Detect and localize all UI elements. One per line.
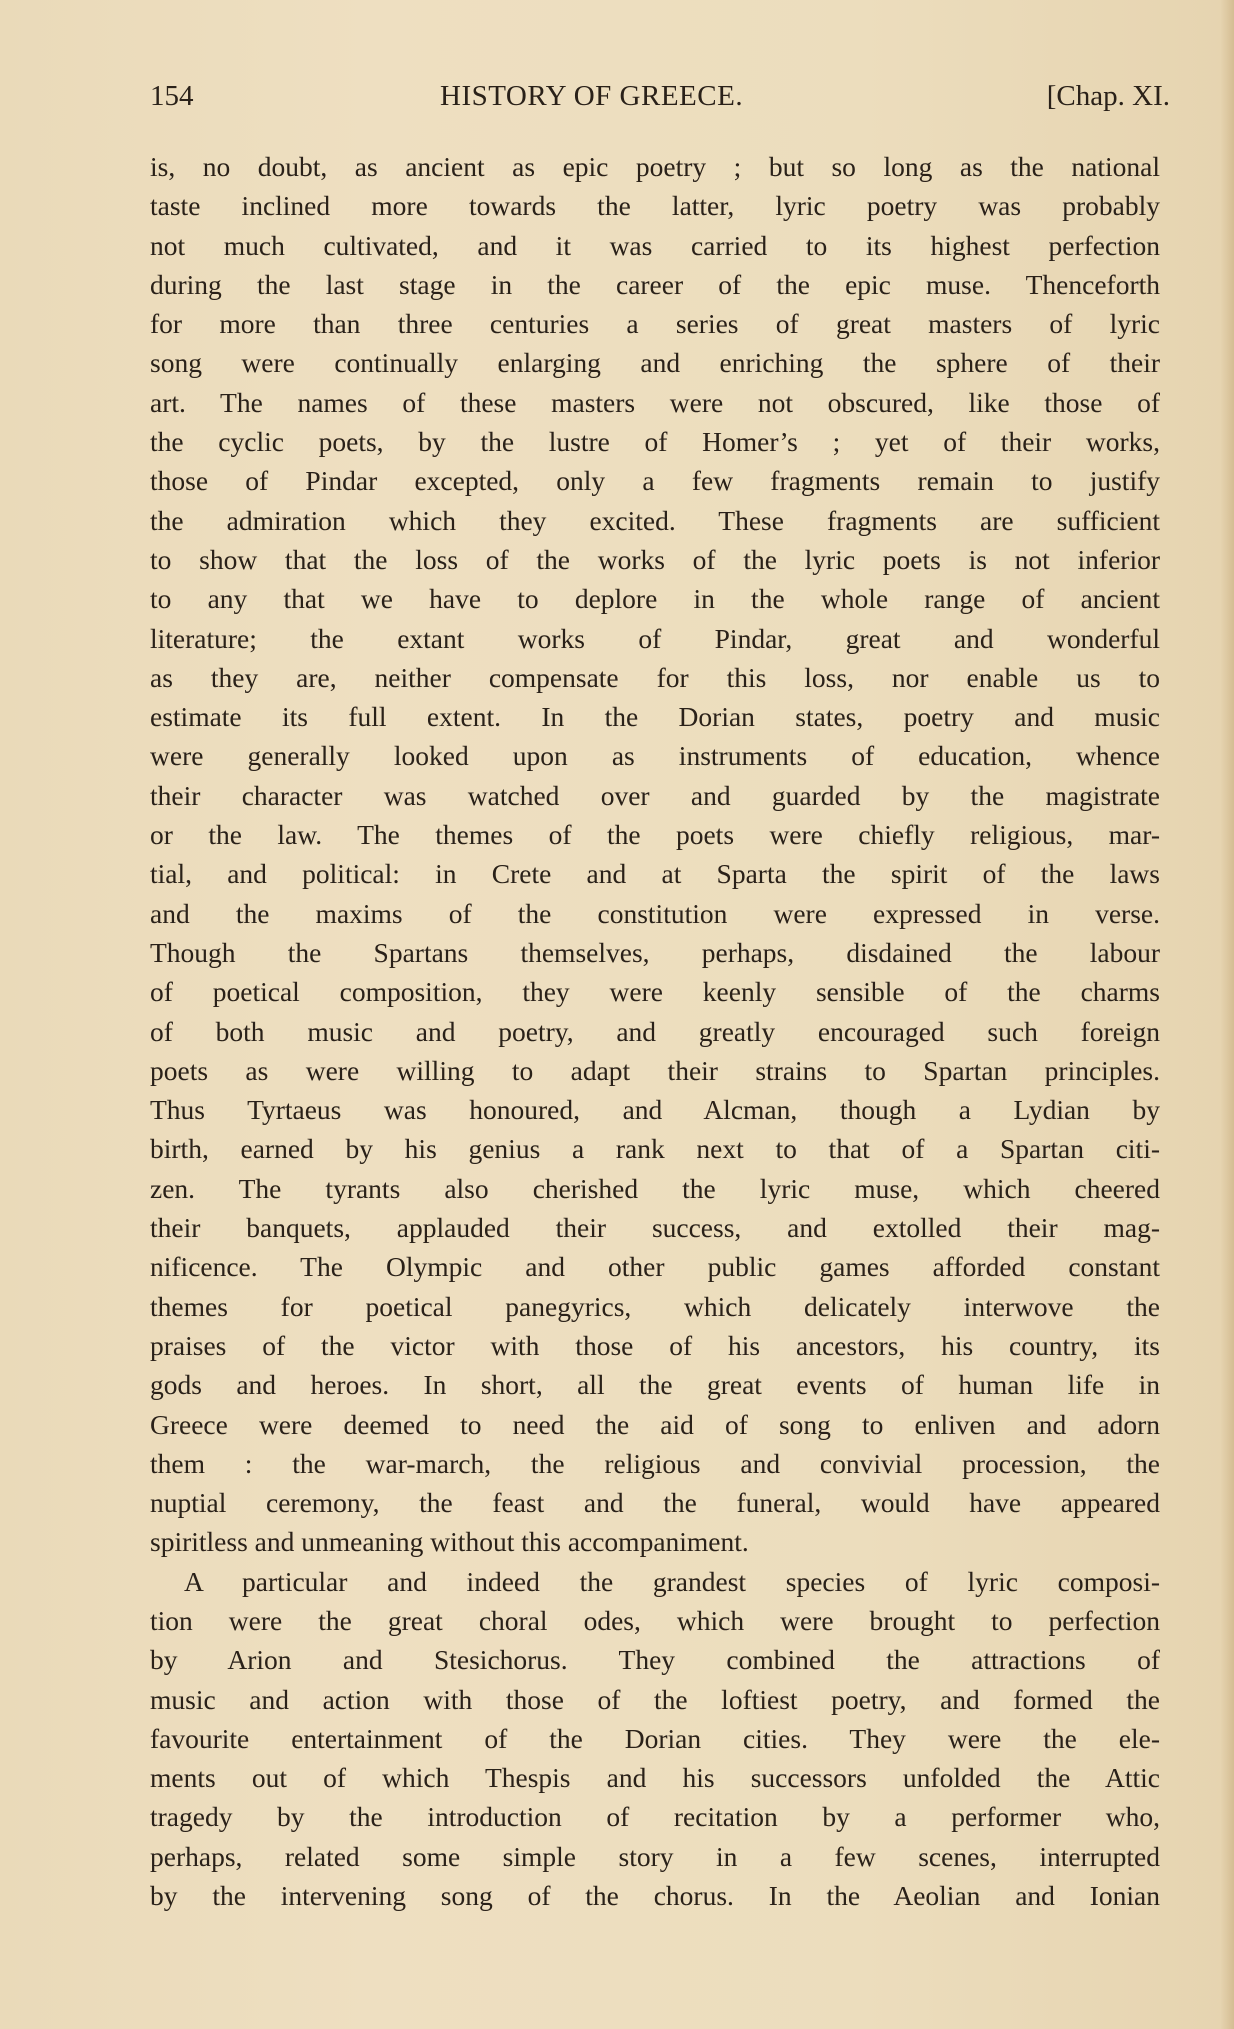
text-line: taste inclined more towards the latter, lyric poetry was probably bbox=[150, 190, 1160, 222]
text-line: zen. The tyrants also cherished the lyric muse, which cheered bbox=[150, 1172, 1160, 1204]
text-line: Greece were deemed to need the aid of song to enliven and adorn bbox=[150, 1408, 1160, 1440]
text-line: nuptial ceremony, the feast and the funeral, would have appeared bbox=[150, 1487, 1160, 1519]
text-line: tial, and political: in Crete and at Sparta the spirit of the laws bbox=[150, 858, 1160, 890]
text-line: themes for poetical panegyrics, which delicately interwove the bbox=[150, 1290, 1160, 1322]
text-line: praises of the victor with those of his ancestors, his country, its bbox=[150, 1329, 1160, 1361]
text-line: the admiration which they excited. These fragments are sufficient bbox=[150, 504, 1160, 536]
text-line: Thus Tyrtaeus was honoured, and Alcman, though a Lydian by bbox=[150, 1094, 1160, 1126]
text-line: those of Pindar excepted, only a few fragments remain to justify bbox=[150, 465, 1160, 497]
text-line: or the law. The themes of the poets were chiefly religious, mar- bbox=[150, 819, 1160, 851]
text-line: for more than three centuries a series of great masters of lyric bbox=[150, 308, 1160, 340]
text-line: birth, earned by his genius a rank next to that of a Spartan citi- bbox=[150, 1133, 1160, 1165]
text-line: them : the war-march, the religious and convivial procession, the bbox=[150, 1447, 1160, 1479]
page-number: 154 bbox=[150, 80, 194, 112]
text-line: by the intervening song of the chorus. In the Aeolian and Ionian bbox=[150, 1880, 1160, 1912]
text-line: tion were the great choral odes, which were brought to perfection bbox=[150, 1604, 1160, 1636]
text-line: and the maxims of the constitution were expressed in verse. bbox=[150, 897, 1160, 929]
text-line: music and action with those of the loftiest poetry, and formed the bbox=[150, 1683, 1160, 1715]
page-header bbox=[150, 80, 1170, 124]
text-line: not much cultivated, and it was carried to its highest perfection bbox=[150, 229, 1160, 261]
text-line: ments out of which Thespis and his successors unfolded the Attic bbox=[150, 1762, 1160, 1794]
body-text bbox=[150, 147, 1160, 1915]
text-line: of both music and poetry, and greatly encouraged such foreign bbox=[150, 1015, 1160, 1047]
text-line: spiritless and unmeaning without this accompaniment. bbox=[150, 1526, 749, 1558]
text-line: is, no doubt, as ancient as epic poetry ; but so long as the national bbox=[150, 151, 1160, 182]
text-line: favourite entertainment of the Dorian cities. They were the ele- bbox=[150, 1722, 1160, 1754]
text-line: their character was watched over and guarded by the magistrate bbox=[150, 779, 1160, 811]
text-line: nificence. The Olympic and other public games afforded constant bbox=[150, 1251, 1160, 1283]
text-line: during the last stage in the career of the epic muse. Thenceforth bbox=[150, 268, 1160, 300]
text-line: the cyclic poets, by the lustre of Homer’s ; yet of their works, bbox=[150, 426, 1160, 458]
text-line: by Arion and Stesichorus. They combined the attractions of bbox=[150, 1644, 1160, 1676]
text-line: to any that we have to deplore in the whole range of ancient bbox=[150, 583, 1160, 615]
running-title: HISTORY OF GREECE. bbox=[440, 80, 744, 112]
text-line: tragedy by the introduction of recitation by a performer who, bbox=[150, 1801, 1160, 1833]
text-line: to show that the loss of the works of the lyric poets is not inferior bbox=[150, 543, 1160, 575]
text-line: their banquets, applauded their success, and extolled their mag- bbox=[150, 1212, 1160, 1244]
text-line: song were continually enlarging and enriching the sphere of their bbox=[150, 347, 1160, 379]
text-line: estimate its full extent. In the Dorian states, poetry and music bbox=[150, 701, 1160, 733]
text-line: poets as were willing to adapt their strains to Spartan principles. bbox=[150, 1054, 1160, 1086]
text-line: Though the Spartans themselves, perhaps, disdained the labour bbox=[150, 936, 1160, 968]
text-line: A particular and indeed the grandest species of lyric composi- bbox=[184, 1565, 1160, 1597]
text-line: literature; the extant works of Pindar, great and wonderful bbox=[150, 622, 1160, 654]
text-line: as they are, neither compensate for this loss, nor enable us to bbox=[150, 661, 1160, 693]
text-line: gods and heroes. In short, all the great events of human life in bbox=[150, 1369, 1160, 1401]
chapter-label: [Chap. XI. bbox=[1046, 80, 1170, 112]
text-line: perhaps, related some simple story in a few scenes, interrupted bbox=[150, 1840, 1160, 1872]
text-line: of poetical composition, they were keenly sensible of the charms bbox=[150, 976, 1160, 1008]
text-line: art. The names of these masters were not obscured, like those of bbox=[150, 386, 1160, 418]
text-line: were generally looked upon as instruments of education, whence bbox=[150, 740, 1160, 772]
